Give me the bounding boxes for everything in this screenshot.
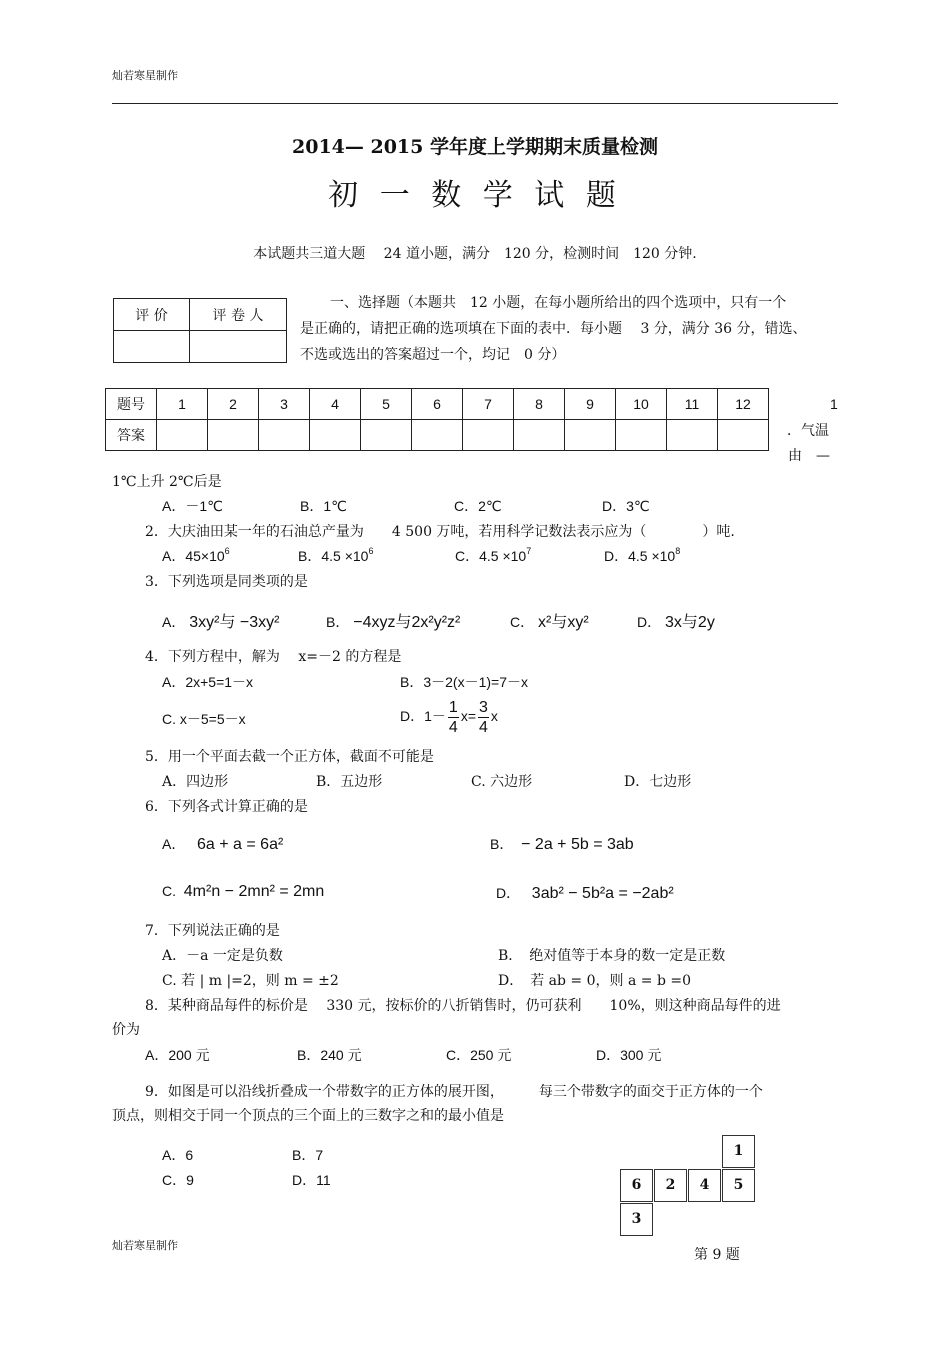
answer-row1-label: 题号 bbox=[106, 389, 157, 420]
q2-option-c: C．$4.5 \times 10^7$ bbox=[455, 546, 532, 564]
net-face: 6 bbox=[620, 1169, 653, 1202]
answer-cell[interactable] bbox=[718, 420, 769, 451]
q7-option-b: B． 绝对值等于本身的数一定是正数 bbox=[498, 948, 726, 964]
figure-caption: 第 9 题 bbox=[694, 1247, 740, 1263]
q1-stem-cont: 1℃上升 2℃后是 bbox=[112, 474, 222, 490]
q8-option-d: D．300 元 bbox=[596, 1047, 662, 1063]
answer-cell[interactable] bbox=[310, 420, 361, 451]
q9-stem-line2: 顶点，则相交于同一个顶点的三个面上的三数字之和的最小值是 bbox=[112, 1108, 504, 1124]
q7-stem: 7．下列说法正确的是 bbox=[145, 923, 280, 939]
q6-option-b: B． − 2a + 5b = 3ab bbox=[490, 836, 634, 853]
section1-line2: 是正确的，请把正确的选项填在下面的表中．每小题 3 分，满分 36 分，错选、 bbox=[300, 321, 807, 337]
answer-number: 12 bbox=[718, 389, 769, 420]
q7-option-d: D． 若 ab = 0，则 a = b =0 bbox=[498, 973, 691, 989]
answer-number: 3 bbox=[259, 389, 310, 420]
answer-cell[interactable] bbox=[514, 420, 565, 451]
q3-option-a-expr: 3xy²与 −3xy² bbox=[189, 614, 280, 631]
section1-line1: 一、选择题（本题共 12 小题，在每小题所给出的四个选项中，只有一个 bbox=[330, 295, 787, 311]
answer-cell[interactable] bbox=[208, 420, 259, 451]
q1-option-a: A．－1℃ bbox=[162, 498, 223, 514]
answer-cell[interactable] bbox=[667, 420, 718, 451]
q4-fraction-1: $\frac{1}{4}$ bbox=[448, 698, 458, 736]
net-face: 4 bbox=[688, 1169, 721, 1202]
answer-cell[interactable] bbox=[463, 420, 514, 451]
grader-cell[interactable] bbox=[114, 331, 190, 363]
q5-option-d: D．七边形 bbox=[624, 774, 692, 790]
q4-stem: 4．下列方程中，解为 x=－2 的方程是 bbox=[145, 649, 402, 665]
q2-stem: 2．大庆油田某一年的石油总产量为 4 500 万吨，若用科学记数法表示应为（ ）吨. bbox=[145, 524, 735, 540]
q9-option-a: A．6 bbox=[162, 1147, 194, 1163]
q2-option-a: A．$45\times 10^6$ bbox=[162, 546, 230, 564]
answer-number: 5 bbox=[361, 389, 412, 420]
answer-cell[interactable] bbox=[565, 420, 616, 451]
net-face: 3 bbox=[620, 1203, 653, 1236]
title-line2: 初 一 数 学 试 题 bbox=[328, 178, 622, 213]
q7-option-a: A．－a 一定是负数 bbox=[162, 948, 283, 964]
q9-stem-line1: 9．如图是可以沿线折叠成一个带数字的正方体的展开图， 每三个带数字的面交于正方体的一个 bbox=[145, 1084, 763, 1100]
q1-option-b: B．1℃ bbox=[300, 498, 347, 514]
answer-cell[interactable] bbox=[616, 420, 667, 451]
q6-option-a: A． 6a + a = 6a² bbox=[162, 836, 284, 853]
answer-cell[interactable] bbox=[412, 420, 463, 451]
q4-fraction-2: $\frac{3}{4}$ bbox=[479, 698, 488, 736]
q4-option-d: D．1－ $\frac{1}{4}$ x= $\frac{3}{4}$ x bbox=[400, 698, 498, 736]
grader-table bbox=[113, 298, 287, 363]
intro-text: 本试题共三道大题 24 道小题，满分 120 分，检测时间 120 分钟. bbox=[253, 246, 697, 262]
answer-cell[interactable] bbox=[259, 420, 310, 451]
q5-option-a: A．四边形 bbox=[162, 774, 229, 790]
q6-option-b-expr: − 2a + 5b = 3ab bbox=[521, 836, 634, 853]
q6-stem: 6．下列各式计算正确的是 bbox=[145, 799, 308, 815]
grader-cell[interactable] bbox=[190, 331, 287, 363]
grader-col2: 评 卷 人 bbox=[190, 299, 287, 331]
answer-number: 10 bbox=[616, 389, 667, 420]
q9-option-d: D．11 bbox=[292, 1172, 331, 1188]
grader-col1: 评 价 bbox=[114, 299, 190, 331]
q3-option-d-expr: 3x与2y bbox=[665, 614, 715, 631]
q3-option-d: D． 3x与2y bbox=[637, 614, 715, 631]
q8-option-a: A．200 元 bbox=[145, 1047, 210, 1063]
answer-number: 1 bbox=[157, 389, 208, 420]
answer-number: 2 bbox=[208, 389, 259, 420]
answer-number: 7 bbox=[463, 389, 514, 420]
q4-option-b: B．3－2(x－1)=7－x bbox=[400, 674, 528, 690]
q3-option-c-expr: x²与xy² bbox=[538, 614, 589, 631]
answer-number: 4 bbox=[310, 389, 361, 420]
q2-option-d: D．$4.5 \times 10^8$ bbox=[604, 546, 681, 564]
answer-row2-label: 答案 bbox=[106, 420, 157, 451]
q7-option-c: C. 若 | m |=2，则 m = ±2 bbox=[162, 973, 339, 989]
net-face: 2 bbox=[654, 1169, 687, 1202]
answer-number: 8 bbox=[514, 389, 565, 420]
q9-option-b: B．7 bbox=[292, 1147, 324, 1163]
q1-side3: 由 — bbox=[788, 448, 830, 464]
q6-option-a-expr: 6a + a = 6a² bbox=[197, 836, 284, 853]
title-line1: 2014— 2015 学年度上学期期末质量检测 bbox=[292, 136, 658, 158]
answer-table bbox=[105, 388, 769, 451]
q6-option-c-expr: 4m²n − 2mn² = 2mn bbox=[183, 883, 325, 900]
answer-cell[interactable] bbox=[157, 420, 208, 451]
q6-option-d: D． 3ab² − 5b²a = −2ab² bbox=[496, 885, 674, 902]
q6-option-d-expr: 3ab² − 5b²a = −2ab² bbox=[531, 885, 674, 902]
q5-stem: 5．用一个平面去截一个正方体，截面不可能是 bbox=[145, 749, 434, 765]
q1-option-d: D．3℃ bbox=[602, 498, 650, 514]
section1-line3: 不选或选出的答案超过一个，均记 0 分） bbox=[300, 347, 566, 363]
footer-maker: 灿若寒星制作 bbox=[112, 1239, 178, 1252]
answer-number: 6 bbox=[412, 389, 463, 420]
q4-option-a: A．2x+5=1－x bbox=[162, 674, 254, 690]
q1-option-c: C．2℃ bbox=[454, 498, 502, 514]
q3-option-c: C． x²与xy² bbox=[510, 614, 589, 631]
answer-number: 9 bbox=[565, 389, 616, 420]
q6-option-c: C. 4m²n − 2mn² = 2mn bbox=[162, 883, 325, 900]
q8-stem-line2: 价为 bbox=[112, 1022, 140, 1038]
header-rule bbox=[112, 103, 838, 104]
net-face: 5 bbox=[722, 1169, 755, 1202]
q1-side1: 1 bbox=[830, 396, 838, 412]
q8-option-b: B．240 元 bbox=[297, 1047, 362, 1063]
q5-option-c: C. 六边形 bbox=[471, 774, 533, 790]
q3-option-a: A． 3xy²与 −3xy² bbox=[162, 614, 280, 631]
net-face: 1 bbox=[722, 1135, 755, 1168]
q3-option-b-expr: −4xyz与2x²y²z² bbox=[353, 614, 461, 631]
q5-option-b: B．五边形 bbox=[316, 774, 383, 790]
header-maker: 灿若寒星制作 bbox=[112, 69, 178, 82]
q8-option-c: C．250 元 bbox=[446, 1047, 512, 1063]
q4-option-c: C. x－5=5－x bbox=[162, 711, 246, 727]
q1-side2: ．气温 bbox=[787, 423, 829, 439]
answer-number: 11 bbox=[667, 389, 718, 420]
q3-option-b: B． −4xyz与2x²y²z² bbox=[326, 614, 461, 631]
q8-stem-line1: 8．某种商品每件的标价是 330 元，按标价的八折销售时，仍可获利 10%，则这种商品每件的进 bbox=[145, 998, 781, 1014]
q3-stem: 3．下列选项是同类项的是 bbox=[145, 574, 308, 590]
q9-option-c: C．9 bbox=[162, 1172, 194, 1188]
q2-option-b: B．$4.5 \times 10^6$ bbox=[298, 546, 374, 564]
answer-cell[interactable] bbox=[361, 420, 412, 451]
